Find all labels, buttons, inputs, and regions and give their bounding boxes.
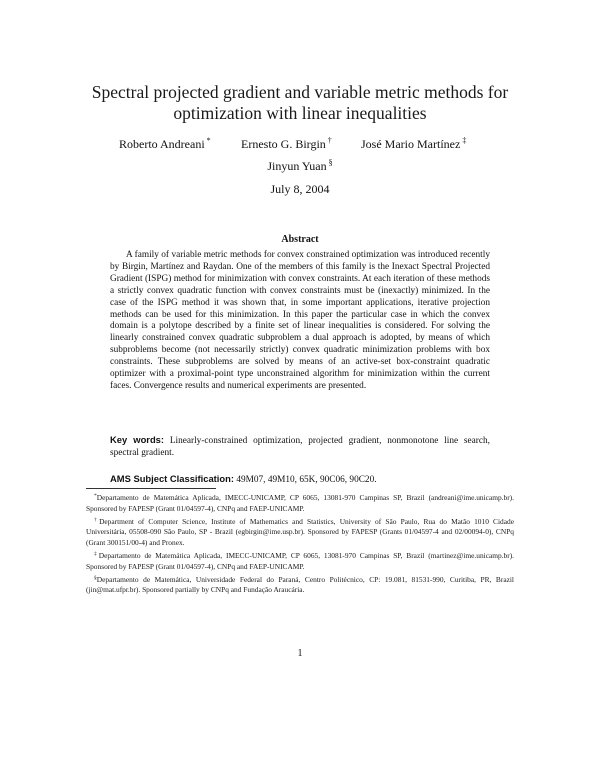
footnote-mark: * — [206, 136, 211, 145]
abstract-heading: Abstract — [281, 234, 319, 245]
abstract-body: A family of variable metric methods for convex constrained optimization was introduced recently by Birgin, Martínez and Raydan. One of the members of this family is the Inexact Spectral Projected Gradient (ISPG) method for minimization with convex constraints. At each iteration of these methods a strictly convex quadratic function with convex constraints must be (inexactly) minimized. In the case of the ISPG method it was shown that, in some important applications, iterative projection methods can be used for this minimization. In this paper the particular case in which the convex domain is a polytope described by a finite set of linear inequalities is considered. For solving the linearly constrained convex quadratic subproblem a dual approach is adopted, by means of which subproblems become (not necessarily strictly) convex quadratic minimization problems with box constraints. These subproblems are solved by means of an active-set box-constraint quadratic optimizer with a proximal-point type unconstrained algorithm for minimization within the current faces. Convergence results and numerical experiments are presented. — [110, 250, 490, 391]
author-name: José Mario Martínez — [361, 137, 461, 151]
keywords — [110, 434, 490, 459]
footnote-divider — [86, 488, 216, 489]
author-andreani — [119, 136, 211, 152]
footnote — [86, 491, 514, 515]
author-martinez — [361, 136, 466, 152]
footnote — [86, 549, 514, 573]
footnote-text: Departamento de Matemática, Universidade Federal do Paraná, Centro Politécnico, CP: 19.081, 81531-990, Curitiba, PR, Brazil (jin@mat.ufpr.br). Sponsored partially by CNPq and Fundação Araucária. — [86, 574, 514, 595]
footnote — [86, 515, 514, 549]
author-birgin — [241, 136, 332, 152]
author-list — [0, 136, 600, 156]
ams-classification — [110, 473, 530, 485]
author-yuan — [0, 158, 600, 174]
footnote-text: Department of Computer Science, Institute of Mathematics and Statistics, University of São Paulo, Rua do Matão 1010 Cidade Universitária, 05508-090 São Paulo, SP - Brazil (egbirgin@ime.usp.br). Sponsored by FAPESP (Grants 01/04597-4 and 02/00094-0), CNPq (Grant 300151/00-4) and Pronex. — [86, 516, 514, 548]
footnote-text: Departamento de Matemática Aplicada, IMECC-UNICAMP, CP 6065, 13081-970 Campinas SP, Brazil (martinez@ime.unicamp.br). Sponsored by FAPESP (Grant 01/04597-4), CNPq and FAEP-UNICAMP. — [86, 550, 515, 571]
footnotes — [86, 491, 514, 596]
ams-codes: 49M07, 49M10, 65K, 90C06, 90C20. — [236, 475, 377, 485]
footnote-text: Departamento de Matemática Aplicada, IMECC-UNICAMP, CP 6065, 13081-970 Campinas SP, Brazil (andreani@ime.unicamp.br). Sponsored by FAPESP (Grant 01/04597-4), CNPq and FAEP-UNICAMP. — [86, 493, 514, 513]
author-name: Ernesto G. Birgin — [241, 137, 326, 151]
title-line-2: optimization with linear inequalities — [173, 103, 427, 123]
keywords-label: Key words: — [110, 434, 165, 445]
page-number: 1 — [297, 648, 303, 659]
footnote-mark: * — [94, 493, 97, 499]
title-line-1: Spectral projected gradient and variable metric methods for — [91, 82, 509, 102]
footnote-mark: † — [94, 516, 100, 523]
footnote — [86, 573, 514, 597]
keywords-text: Linearly-constrained optimization, projected gradient, nonmonotone line search, spectral gradient. — [110, 436, 490, 458]
author-name: Roberto Andreani — [119, 137, 205, 151]
paper-title — [60, 82, 540, 124]
footnote-mark: † — [327, 136, 332, 145]
footnote-mark: ‡ — [462, 136, 467, 145]
footnote-mark: § — [94, 574, 97, 581]
paper-date: July 8, 2004 — [270, 182, 330, 196]
footnote-mark: ‡ — [94, 550, 99, 557]
ams-label: AMS Subject Classification: — [110, 473, 234, 484]
author-name: Jinyun Yuan — [267, 159, 327, 173]
footnote-mark: § — [328, 158, 333, 167]
